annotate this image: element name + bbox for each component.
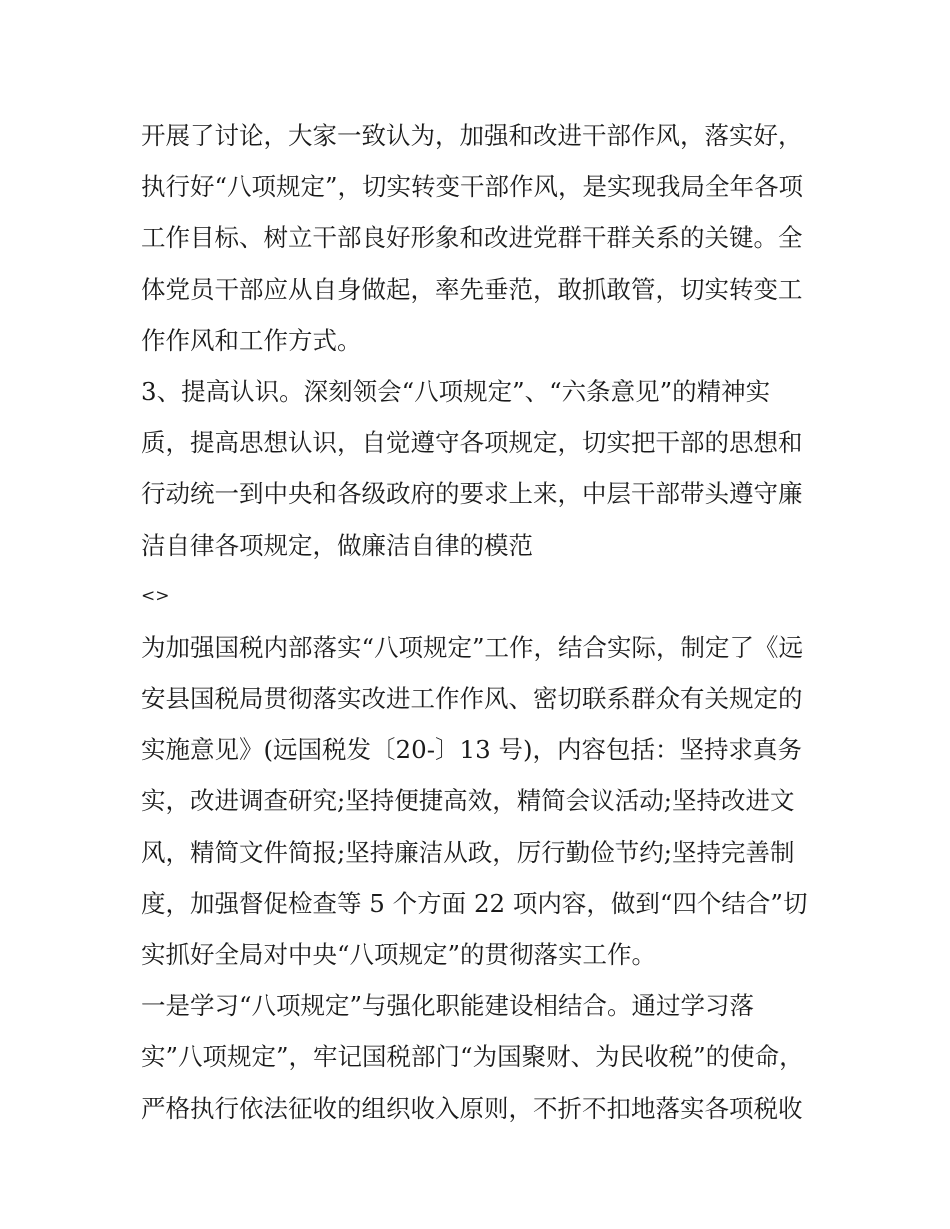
text-line: 为加强国税内部落实“八项规定”工作，结合实际，制定了《远 bbox=[141, 632, 804, 662]
text-line: 行动统一到中央和各级政府的要求上来，中层干部带头遵守廉 bbox=[141, 479, 803, 509]
text-line: 实施意见》(远国税发〔20-〕13 号)，内容包括：坚持求真务 bbox=[141, 735, 803, 765]
text-line: 工作目标、树立干部良好形象和改进党群干群关系的关键。全 bbox=[141, 223, 803, 253]
text-line: 作作风和工作方式。 bbox=[141, 325, 362, 355]
text-line: 3、提高认识。深刻领会“八项规定”、“六条意见”的精神实 bbox=[141, 376, 771, 406]
text-line: 度，加强督促检查等 5 个方面 22 项内容，做到“四个结合”切 bbox=[141, 888, 808, 918]
text-line: 洁自律各项规定，做廉洁自律的模范 bbox=[141, 530, 533, 560]
text-line: 严格执行依法征收的组织收入原则，不折不扣地落实各项税收 bbox=[141, 1093, 803, 1123]
document-body bbox=[141, 110, 821, 1134]
text-line: 体党员干部应从自身做起，率先垂范，敢抓敢管，切实转变工 bbox=[141, 274, 803, 304]
text-line: 执行好“八项规定”，切实转变干部作风，是实现我局全年各项 bbox=[141, 172, 804, 202]
text-line: 实抓好全局对中央“八项规定”的贯彻落实工作。 bbox=[141, 940, 657, 969]
text-line: 一是学习“八项规定”与强化职能建设相结合。通过学习落 bbox=[141, 991, 755, 1021]
text-line: 实，改进调查研究;坚持便捷高效，精简会议活动;坚持改进文 bbox=[141, 786, 795, 816]
placeholder-marker: <> bbox=[141, 585, 170, 606]
text-line: 安县国税局贯彻落实改进工作作风、密切联系群众有关规定的 bbox=[141, 684, 803, 714]
text-line: 开展了讨论，大家一致认为，加强和改进干部作风，落实好， bbox=[141, 121, 803, 150]
text-line: 质，提高思想认识，自觉遵守各项规定，切实把干部的思想和 bbox=[141, 428, 803, 458]
text-line: 风，精简文件简报;坚持廉洁从政，厉行勤俭节约;坚持完善制 bbox=[141, 837, 795, 867]
text-line: 实”八项规定”，牢记国税部门“为国聚财、为民收税”的使命， bbox=[141, 1042, 804, 1072]
